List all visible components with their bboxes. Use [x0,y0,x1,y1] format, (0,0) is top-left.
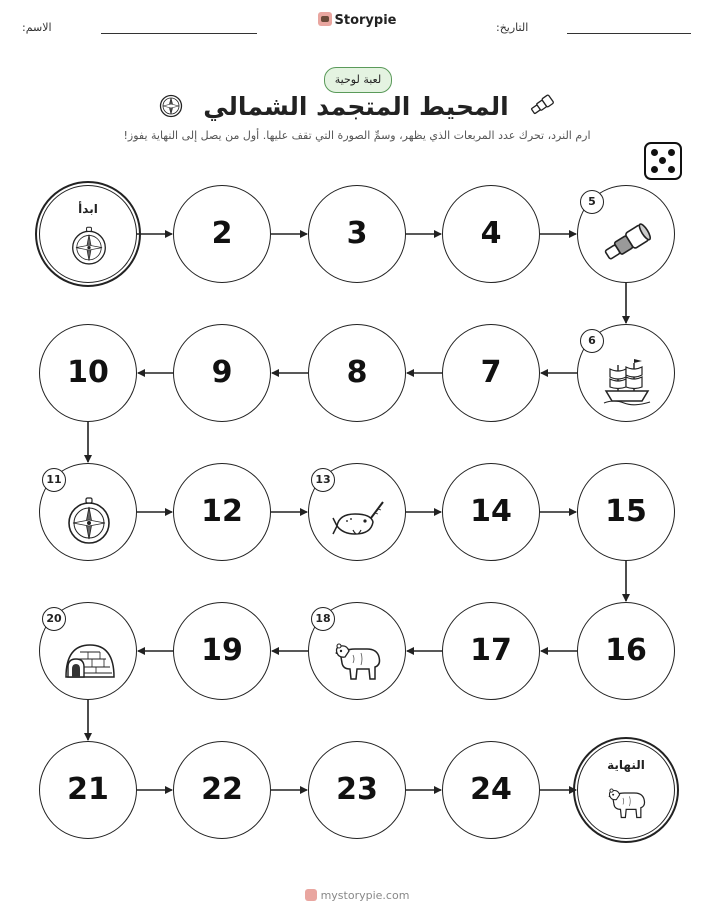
cell-number: 16 [605,633,647,668]
spyglass-icon [600,216,654,270]
board-cell-start [39,185,137,283]
cell-number: 4 [480,216,502,251]
date-label: التاريخ: [496,21,529,34]
board-cell-14 [442,463,540,561]
narwhal-icon [331,494,385,548]
cell-number: 9 [211,355,233,390]
page-title: المحيط المتجمد الشمالي [203,92,509,121]
cell-number: 21 [67,772,109,807]
board-cell-22 [173,741,271,839]
cell-number: 8 [346,355,368,390]
cell-number: 7 [480,355,502,390]
finish-label: النهاية [607,758,645,772]
footer [0,889,714,902]
board-cell-20 [39,602,137,700]
board-cell-finish [577,741,675,839]
cell-number-badge: 6 [580,329,604,353]
board-cell-5 [577,185,675,283]
board-cell-11 [39,463,137,561]
cell-number: 24 [470,772,512,807]
cell-number-badge: 18 [311,607,335,631]
cell-number: 12 [201,494,243,529]
board-cell-18 [308,602,406,700]
cell-number: 23 [336,772,378,807]
board-cell-3 [308,185,406,283]
compass-icon [62,494,116,548]
polar-bear-icon [605,780,649,824]
storypie-logo-icon [305,889,317,901]
game-type-badge: لعبة لوحية [324,67,392,93]
igloo-icon [62,633,116,687]
cell-number: 17 [470,633,512,668]
cell-number-badge: 5 [580,190,604,214]
start-label: ابدأ [78,202,98,216]
board-cell-16 [577,602,675,700]
board-cell-10 [39,324,137,422]
board-cell-23 [308,741,406,839]
cell-number: 10 [67,355,109,390]
cell-number: 14 [470,494,512,529]
cell-number: 19 [201,633,243,668]
board-cell-17 [442,602,540,700]
board-cell-24 [442,741,540,839]
footer-url[interactable]: mystorypie.com [320,889,410,902]
board-cell-7 [442,324,540,422]
cell-number-badge: 11 [42,468,66,492]
board-cell-6 [577,324,675,422]
board-cell-9 [173,324,271,422]
board-cell-13 [308,463,406,561]
polar-bear-icon [331,633,385,687]
cell-number: 2 [211,216,233,251]
board-cell-8 [308,324,406,422]
cell-number: 3 [346,216,368,251]
board-cell-12 [173,463,271,561]
board-cell-2 [173,185,271,283]
ship-icon [600,355,654,409]
cell-number: 15 [605,494,647,529]
cell-number: 22 [201,772,243,807]
board-cell-21 [39,741,137,839]
board-cell-15 [577,463,675,561]
instructions: ارم النرد، تحرك عدد المربعات الذي يظهر، وسمِّ الصورة التي تقف عليها. أول من يصل إلى النهاية يفوز! [123,129,591,142]
board-cell-19 [173,602,271,700]
brand-name: Storypie [334,13,397,28]
board-cell-4 [442,185,540,283]
cell-number-badge: 13 [311,468,335,492]
name-label: الاسم: [22,21,52,34]
cell-number-badge: 20 [42,607,66,631]
compass-icon [67,224,111,268]
